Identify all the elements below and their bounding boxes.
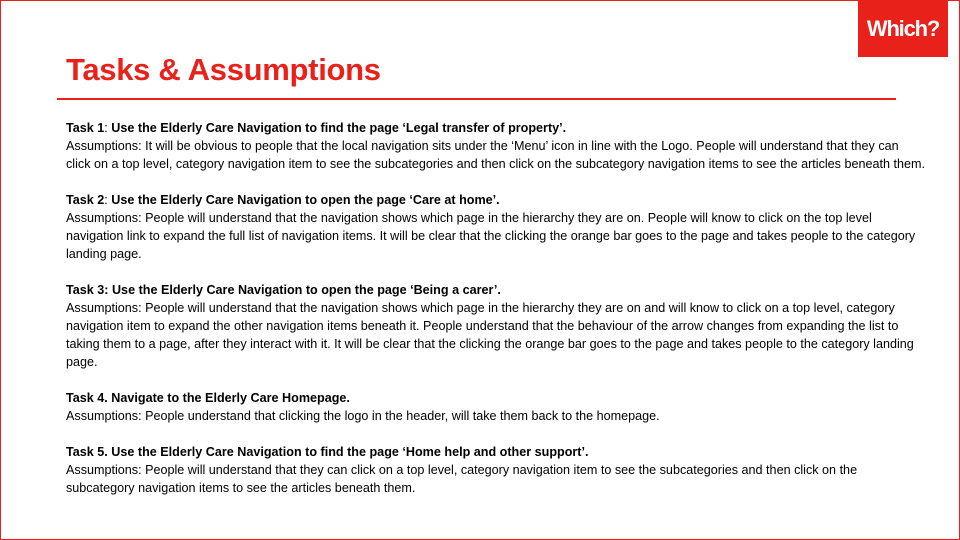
task-1 [66, 119, 926, 173]
which-logo [858, 0, 948, 57]
task-separator: : [104, 121, 108, 135]
task-label: Task 2 [66, 193, 105, 207]
task-2 [66, 191, 926, 263]
task-heading: Task 3: Use the Elderly Care Navigation to open the page ‘Being a carer’. [66, 283, 501, 297]
task-heading: Task 4. Navigate to the Elderly Care Homepage. [66, 391, 350, 405]
task-3 [66, 281, 926, 371]
task-4 [66, 389, 926, 425]
task-assumptions: Assumptions: People understand that clicking the logo in the header, will take them back to the homepage. [66, 409, 660, 423]
task-list [66, 119, 926, 515]
task-heading: Task 5. Use the Elderly Care Navigation to find the page ‘Home help and other support’. [66, 445, 589, 459]
task-separator: : [104, 193, 108, 207]
task-instruction: Use the Elderly Care Navigation to open the page ‘Care at home’. [107, 193, 500, 207]
task-assumptions: Assumptions: People will understand that the navigation shows which page in the hierarchy they are on and will know to click on a top level, category navigation item to expand the other navigation items beneath it. People understand that the behaviour of the arrow changes from expanding the list to taking them to a page, after they interact with it. It will be clear that the clicking the orange bar goes to the page and takes people to the category landing page. [66, 301, 914, 369]
page-title: Tasks & Assumptions [66, 52, 381, 87]
logo-text: Which? [866, 15, 940, 41]
task-5 [66, 443, 926, 497]
task-label: Task 1 [66, 121, 105, 135]
task-heading [66, 191, 926, 209]
task-assumptions: Assumptions: People will understand that they can click on a top level, category navigation item to see the subcategories and then click on the subcategory navigation items to see the articles beneath them. [66, 463, 858, 495]
title-divider [57, 98, 896, 100]
task-assumptions: Assumptions: People will understand that the navigation shows which page in the hierarchy they are on. People will know to click on the top level navigation link to expand the full list of navigation items. It will be clear that the clicking the orange bar goes to the page and takes people to the category landing page. [66, 211, 916, 261]
task-assumptions: Assumptions: It will be obvious to people that the local navigation sits under the ‘Menu’ icon in line with the Logo. People will understand that they can click on a top level, category navigation item to see the subcategories and then click on the subcategory navigation items to see the articles beneath them. [66, 139, 925, 171]
task-instruction: Use the Elderly Care Navigation to find the page ‘Legal transfer of property’. [107, 121, 567, 135]
task-heading [66, 119, 926, 137]
